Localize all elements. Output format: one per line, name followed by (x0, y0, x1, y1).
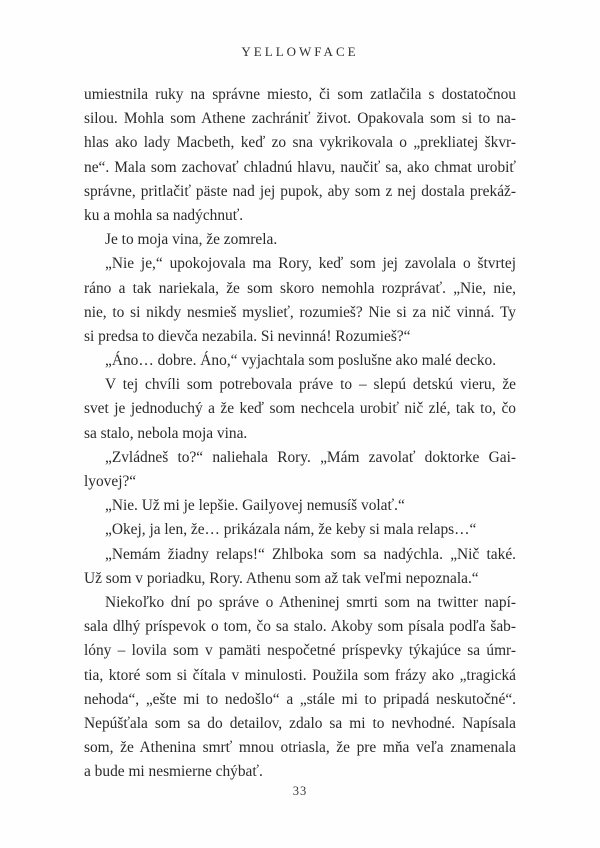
paragraph (84, 83, 516, 228)
text-line: silou. Mohla som Athene zachrániť život. Opakovala som si to na- (84, 110, 516, 128)
paragraph (84, 228, 516, 252)
text-line: ráno a tak nariekala, že som skoro nemohla rozprávať. „Nie, nie, (84, 279, 516, 297)
text-line: „Nie je,“ upokojovala ma Rory, keď som jej zavolala o štvrtej (105, 255, 516, 273)
paragraph (84, 494, 516, 518)
text-line: V tej chvíli som potrebovala práve to – slepú detskú vieru, že (105, 376, 516, 394)
paragraph (84, 543, 516, 591)
paragraph (84, 373, 516, 446)
paragraph (84, 591, 516, 785)
text-line: hlas ako lady Macbeth, keď zo sna vykrikovala o „prekliatej škvr- (84, 134, 516, 152)
paragraph (84, 446, 516, 494)
text-line: lóny – lovila som v pamäti nespočetné príspevky týkajúce sa úmr- (84, 642, 516, 660)
text-line: nehoda“, „ešte mi to nedošlo“ a „stále mi to pripadá neskutočné“. (84, 690, 516, 708)
text-line: ne“. Mala som zachovať chladnú hlavu, naučiť sa, ako chmat urobiť (84, 158, 516, 176)
paragraph (84, 349, 516, 373)
text-line: „Zvládneš to?“ naliehala Rory. „Mám zavolať doktorke Gai- (105, 448, 516, 466)
text-line: „Áno… dobre. Áno,“ vyjachtala som poslušne ako malé decko. (105, 352, 497, 370)
page-number: 33 (292, 784, 308, 798)
text-line: umiestnila ruky na správne miesto, či som zatlačila s dostatočnou (84, 86, 516, 103)
text-line: sa stalo, nebola moja vina. (84, 424, 248, 442)
page-body (84, 83, 516, 784)
text-line: svet je jednoduchý a že keď som nechcela urobiť nič zlé, tak to, čo (84, 400, 516, 418)
text-line: „Okej, ja len, že… prikázala nám, že keby si mala relaps…“ (105, 521, 477, 539)
text-line: nie, to si nikdy nesmieš myslieť, rozumieš? Nie si za nič vinná. Ty (84, 303, 516, 321)
text-line: sala dlhý príspevok o tom, čo sa stalo. Akoby som písala podľa šab- (84, 618, 516, 636)
text-line: Už som v poriadku, Rory. Athenu som až tak veľmi nepoznala.“ (84, 569, 479, 587)
text-line: ku a mohla sa nadýchnuť. (84, 206, 244, 224)
running-head: YELLOWFACE (241, 44, 359, 59)
text-line: „Nemám žiadny relaps!“ Zhlboka som sa nadýchla. „Nič také. (105, 545, 516, 563)
paragraph (84, 252, 516, 349)
text-line: tia, ktoré som si čítala v minulosti. Použila som frázy ako „tragická (84, 666, 516, 684)
paragraph (84, 518, 516, 542)
text-line: Nepúšťala som sa do detailov, zdalo sa mi to nevhodné. Napísala (84, 714, 516, 732)
text-line: správne, pritlačiť päste nad jej pupok, aby som z nej dostala prekáž- (84, 182, 516, 200)
text-line: lyovej?“ (84, 473, 137, 490)
text-line: si predsa to dievča nezabila. Si nevinná! Rozumieš?“ (84, 327, 411, 345)
text-line: „Nie. Už mi je lepšie. Gailyovej nemusíš volať.“ (105, 497, 405, 515)
text-line: Niekoľko dní po správe o Atheninej smrti som na twitter napí- (105, 593, 516, 611)
text-line: a bude mi nesmierne chýbať. (84, 763, 263, 781)
text-line: som, že Athenina smrť mnou otriasla, že pre mňa veľa znamenala (84, 739, 516, 757)
text-line: Je to moja vina, že zomrela. (105, 231, 278, 249)
